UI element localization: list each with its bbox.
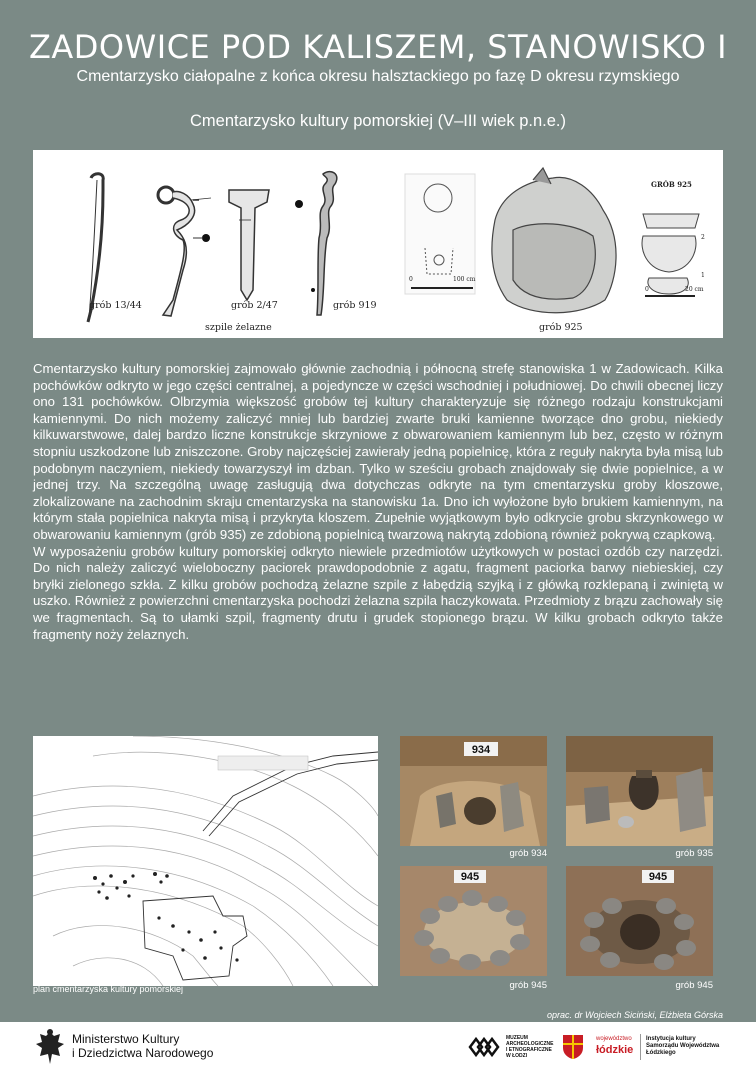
body-text [33, 361, 723, 643]
ministry-line-2: i Dziedzictwa Narodowego [72, 1046, 214, 1060]
photo-caption-grave-945-a: grób 945 [509, 980, 547, 991]
section-heading: Cmentarzysko kultury pomorskiej (V–III wiek p.n.e.) [190, 112, 566, 130]
region-small-label: województwo [596, 1036, 632, 1042]
scale-right-start: 0 [645, 286, 649, 293]
ministry-name [72, 1032, 213, 1060]
caption-grave-919: grób 919 [333, 300, 377, 311]
scale-left-end: 100 cm [453, 276, 476, 283]
region-coat-icon [562, 1034, 584, 1060]
museum-logo-icon [468, 1034, 502, 1060]
photo-caption-grave-935: grób 935 [675, 848, 713, 859]
photo-grave-945-b [566, 866, 713, 976]
figure-number-2: 2 [701, 234, 705, 241]
photo-caption-grave-945-b: grób 945 [675, 980, 713, 991]
photo-tag-945-a: 945 [460, 871, 480, 883]
caption-grave-13-44: grób 13/44 [89, 300, 142, 311]
page-title: ZADOWICE POD KALISZEM, STANOWISKO I [28, 28, 728, 66]
institution-name: Instytucja kultury Samorządu Województwa Łódzkiego [646, 1036, 720, 1056]
pin-drawing-919 [317, 172, 337, 315]
photo-grave-945-a [400, 866, 547, 976]
caption-grave-925-box: GRÓB 925 [651, 180, 692, 189]
caption-grave-2-47: grób 2/47 [231, 300, 278, 311]
pin-drawing-2-47 [158, 187, 211, 316]
eagle-emblem-icon [34, 1028, 66, 1068]
photo-grave-934 [400, 736, 547, 846]
body-paragraph-2: W wyposażeniu grobów kultury pomorskiej odkryto niewiele przedmiotów użytkowych w postaci ozdób czy narzędzi. Do nich należy zaliczyć wieloboczny paciorek prawdopodobnie z agatu, fragment paciorka barwy niebieskiej, czy bryłki zielonego szkła. Z kilku grobów pochodzą żelazne szpile z łabędzią szyjką i z główką rozklepaną i zwiniętą w uszko. Również z powierzchni cmentarzyska pochodzi żelazna szpila haczykowata. Przedmioty z brązu zachowały się we fragmentach. Są to ułamki szpil, fragmenty drutu i grudek stopionego brązu. W kilku grobach odkryto także fragmenty noży żelaznych. [33, 543, 723, 642]
museum-name: MUZEUM ARCHEOLOGICZNE I ETNOGRAFICZNE W ŁODZI [506, 1035, 554, 1059]
photo-grave-935 [566, 736, 713, 846]
map-caption: plan cmentarzyska kultury pomorskiej [33, 984, 184, 994]
photo-caption-grave-934: grób 934 [509, 848, 547, 859]
photo-tag-934: 934 [471, 744, 491, 756]
site-plan-map [33, 736, 378, 986]
photo-tag-945-b: 945 [648, 871, 668, 883]
pin-drawing-third [229, 190, 269, 300]
scale-left-start: 0 [409, 276, 413, 283]
scale-right-end: 20 cm [685, 286, 704, 293]
grave-925-stone-drawing [492, 168, 616, 313]
caption-grave-925: grób 925 [539, 322, 583, 333]
footer-divider [640, 1034, 641, 1060]
body-paragraph-1: Cmentarzysko kultury pomorskiej zajmowało głównie zachodnią i północną strefę stanowiska 1 w Zadowicach. Kilka pochówków odkryto w jego części centralnej, a pojedyncze w części wschodniej i południowej. Do chwili obecnej liczy ono 131 pochówków. Olbrzymia większość grobów tej kultury charakteryzuje się różnego rodzaju konstrukcjami kamiennymi. Do nich możemy zaliczyć mniej lub bardziej zwarte bruki kamienne tworzące dno grobu, niekiedy kilkuwarstwowe, dalej bardzo liczne konstrukcje skrzyniowe z obwarowaniem kamiennym lub bez, często w różnym stopniu uszkodzone lub zniszczone. Groby najczęściej zawierały jedną popielnicę, która z reguły nakryta była misą lub podobnym naczyniem, niekiedy towarzyszył im dzban. Tylko w sześciu grobach znajdowały się dwie popielnice, a w jednej trzy. Na szczególną uwagę zasługują dwa dotychczas odkryte na tym cmentarzysku groby kloszowe, zlokalizowane na zachodnim skraju cmentarzyska na stanowisku 1a. Dno ich wyłożone było brukiem kamiennym, na którym stała popielnica nakryta misą i przykryta kloszem. Zupełnie wyjątkowym było odkrycie grobu skrzynkowego w obwarowaniu kamiennym (grób 935) ze zdobioną popielnicą twarzową nakrytą zdobioną również pokrywą czapkową. [33, 361, 723, 542]
page-subtitle: Cmentarzysko ciałopalne z końca okresu halsztackiego po fazę D okresu rzymskiego [76, 68, 680, 85]
artifact-drawings-plate [33, 150, 723, 338]
caption-pins: szpile żelazne [205, 322, 272, 333]
grave-dots [93, 872, 239, 962]
region-name-label: łódzkie [596, 1044, 634, 1056]
authors-credit: oprac. dr Wojciech Siciński, Elżbieta Górska [546, 1010, 723, 1020]
figure-number-1: 1 [701, 272, 705, 279]
grave-925-vessels-drawing [642, 214, 699, 296]
ministry-line-1: Ministerstwo Kultury [72, 1032, 180, 1046]
site-plan-drawing [33, 736, 378, 986]
